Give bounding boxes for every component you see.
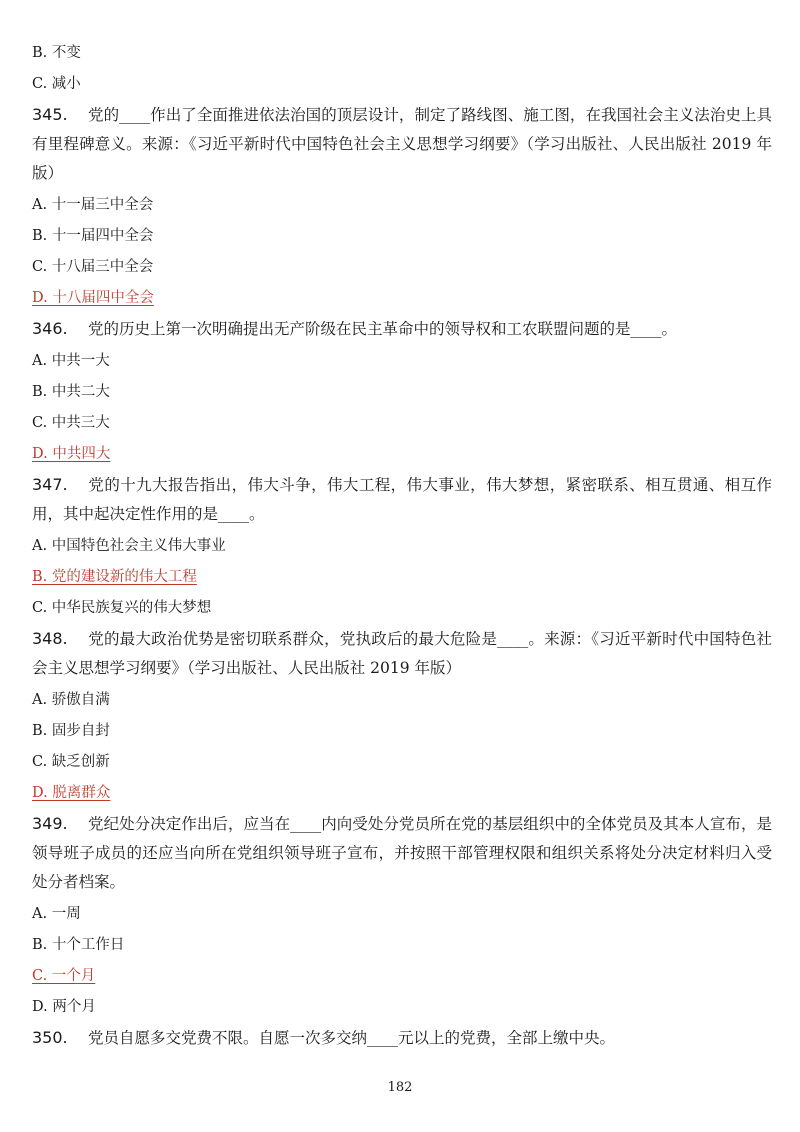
question-number: 348. (32, 629, 68, 648)
question-stem (32, 470, 772, 529)
answer-option: B. 不变 (32, 45, 81, 61)
answer-option: A. 十一届三中全会 (32, 197, 154, 213)
answer-option: C. 中华民族复兴的伟大梦想 (32, 600, 212, 616)
answer-option: A. 中共一大 (32, 353, 110, 369)
answer-option-correct: D. 中共四大 (32, 446, 111, 462)
answer-option: A. 一周 (32, 906, 81, 922)
question-list (32, 43, 772, 1060)
answer-option: B. 十个工作日 (32, 937, 125, 953)
question-number: 347. (32, 475, 68, 494)
answer-option: C. 缺乏创新 (32, 754, 110, 770)
question-stem (32, 624, 772, 683)
answer-option-correct: D. 十八届四中全会 (32, 290, 154, 306)
answer-option: C. 十八届三中全会 (32, 259, 154, 275)
question-stem (32, 100, 772, 188)
answer-option-correct: B. 党的建设新的伟大工程 (32, 569, 197, 585)
answer-option-correct: C. 一个月 (32, 968, 96, 984)
answer-option: C. 中共三大 (32, 415, 110, 431)
page-number: 182 (387, 1080, 413, 1095)
question-text: 党纪处分决定作出后，应当在____内向受处分党员所在党的基层组织中的全体党员及其本人宣布，是领导班子成员的还应当向所在党组织领导班子宣布，并按照干部管理权限和组织关系将处分决定材料归入受处分者档案。 (32, 815, 772, 891)
question-text: 党的最大政治优势是密切联系群众，党执政后的最大危险是____。来源：《习近平新时代中国特色社会主义思想学习纲要》（学习出版社、人民出版社 2019 年版） (32, 630, 772, 677)
answer-option: C. 减小 (32, 76, 81, 92)
question-text: 党的历史上第一次明确提出无产阶级在民主革命中的领导权和工农联盟问题的是____。 (88, 320, 678, 338)
answer-option: B. 固步自封 (32, 723, 110, 739)
question-stem (32, 314, 772, 344)
question-stem (32, 1023, 772, 1053)
question-text: 党员自愿多交党费不限。自愿一次多交纳____元以上的党费，全部上缴中央。 (88, 1029, 616, 1047)
answer-option: A. 中国特色社会主义伟大事业 (32, 538, 226, 554)
question-number: 345. (32, 105, 68, 124)
answer-option: A. 骄傲自满 (32, 692, 110, 708)
answer-option-correct: D. 脱离群众 (32, 785, 111, 801)
question-number: 349. (32, 814, 68, 833)
question-text: 党的____作出了全面推进依法治国的顶层设计，制定了路线图、施工图，在我国社会主义法治史上具有里程碑意义。来源：《习近平新时代中国特色社会主义思想学习纲要》（学习出版社、人民出版社 2019 年版） (32, 106, 772, 182)
answer-option: D. 两个月 (32, 999, 96, 1015)
question-number: 350. (32, 1028, 68, 1047)
question-number: 346. (32, 319, 68, 338)
answer-option: B. 中共二大 (32, 384, 110, 400)
question-text: 党的十九大报告指出，伟大斗争，伟大工程，伟大事业，伟大梦想，紧密联系、相互贯通、相互作用，其中起决定性作用的是____。 (32, 476, 772, 523)
question-stem (32, 809, 772, 897)
answer-option: B. 十一届四中全会 (32, 228, 154, 244)
